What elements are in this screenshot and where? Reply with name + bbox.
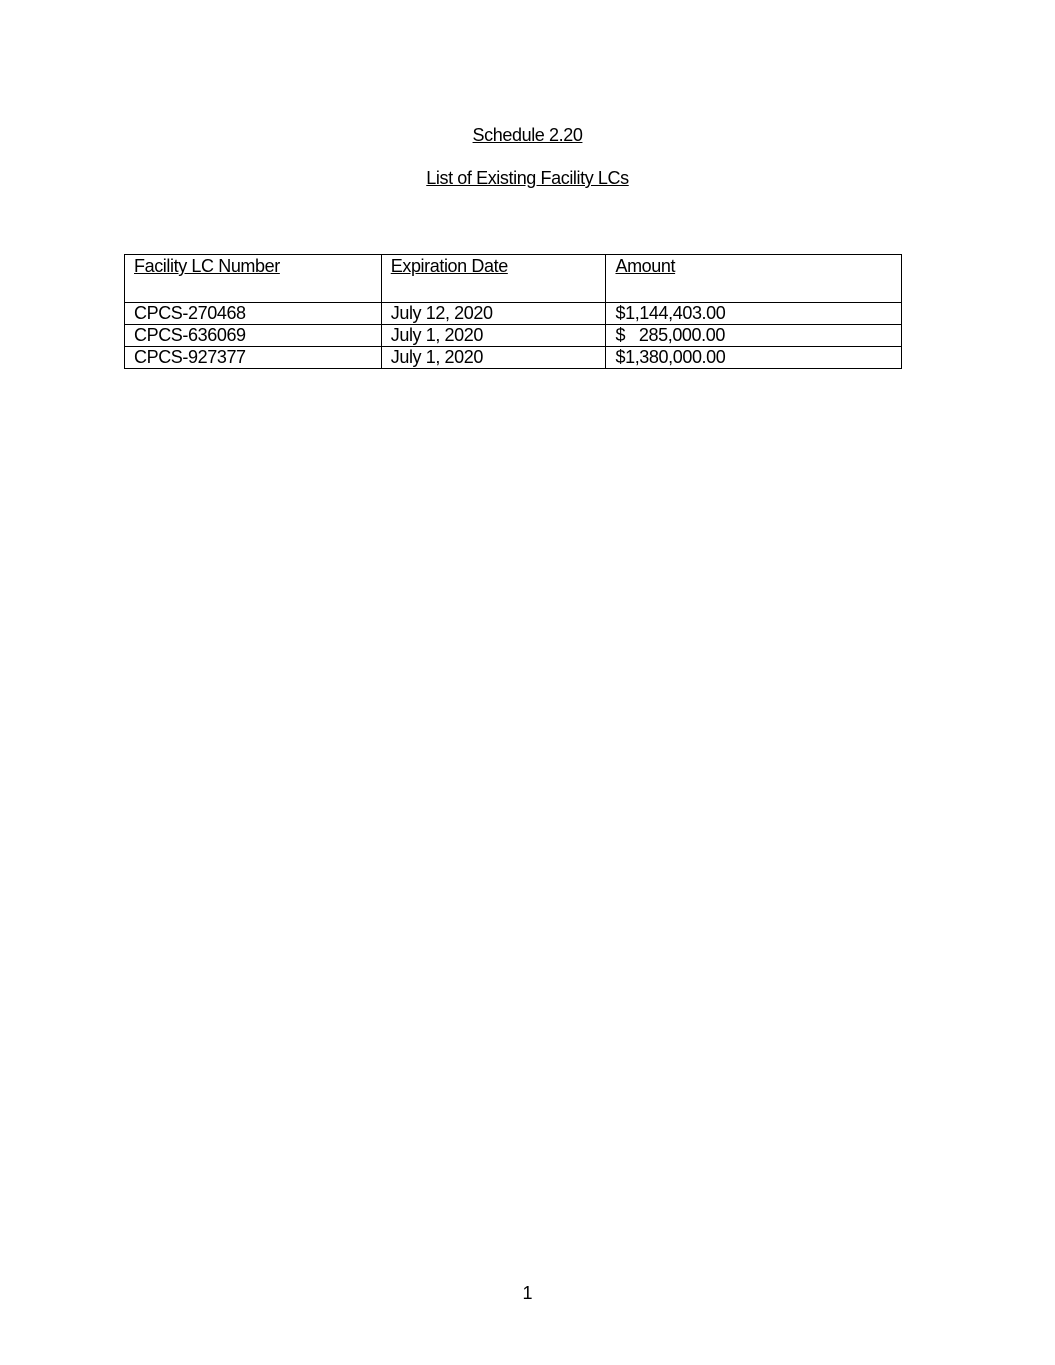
column-header-expiration-date [381,255,606,303]
table-header-row [125,255,902,303]
column-header-lc-number [125,255,382,303]
cell-lc-number: CPCS-270468 [125,303,382,325]
cell-expiration-date: July 1, 2020 [381,325,606,347]
column-header-label: Amount [615,256,676,276]
cell-lc-number: CPCS-927377 [125,347,382,369]
cell-expiration-date: July 1, 2020 [381,347,606,369]
table-row [125,303,902,325]
table-row [125,325,902,347]
column-header-label: Expiration Date [390,256,508,276]
cell-expiration-date: July 12, 2020 [381,303,606,325]
column-header-label: Facility LC Number [134,256,280,276]
page-title: Schedule 2.20 [472,125,583,145]
page-number: 1 [522,1283,533,1303]
cell-amount: $ 285,000.00 [606,325,902,347]
facility-lc-table [124,254,902,369]
cell-amount: $1,380,000.00 [606,347,902,369]
column-header-amount [606,255,902,303]
cell-lc-number: CPCS-636069 [125,325,382,347]
page-subtitle: List of Existing Facility LCs [426,168,629,188]
cell-amount: $1,144,403.00 [606,303,902,325]
table-row [125,347,902,369]
